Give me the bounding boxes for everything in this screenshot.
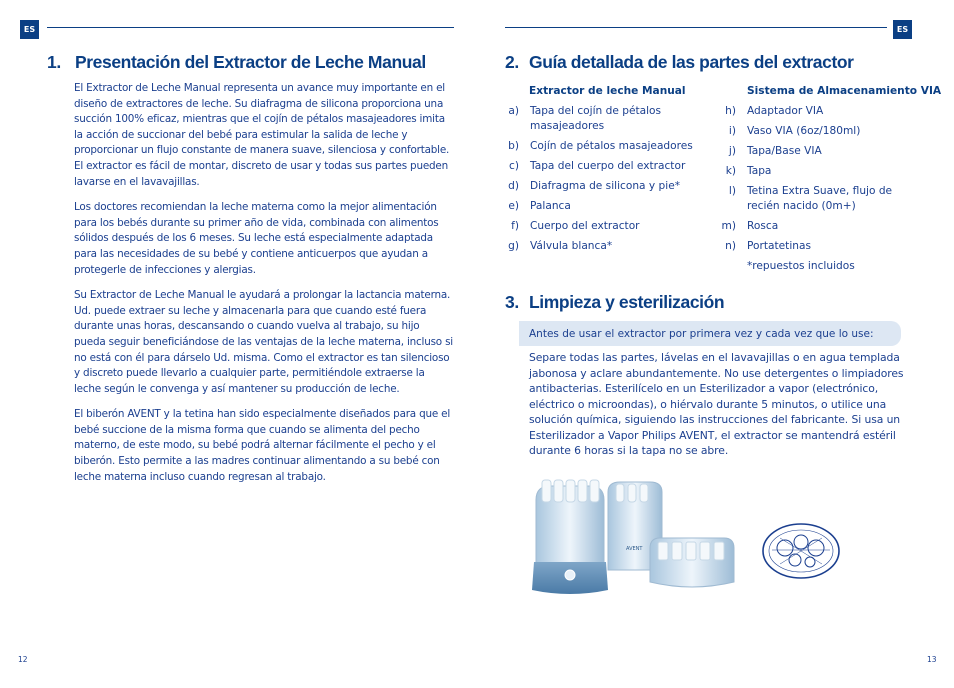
section-2-title-text: Guía detallada de las partes del extractor bbox=[529, 52, 854, 72]
item-text: Tapa/Base VIA bbox=[747, 145, 822, 157]
list-item bbox=[505, 219, 700, 234]
page-number-left: 12 bbox=[18, 655, 28, 664]
item-letter: m) bbox=[721, 220, 736, 232]
item-text: Válvula blanca* bbox=[530, 240, 613, 252]
item-text: Cojín de pétalos masajeadores bbox=[530, 140, 693, 152]
item-text: Portatetinas bbox=[747, 240, 811, 252]
item-letter: c) bbox=[509, 160, 519, 172]
brand-label: AVENT bbox=[626, 546, 643, 552]
list-item bbox=[723, 239, 912, 254]
item-letter: f) bbox=[511, 220, 519, 232]
item-letter: a) bbox=[508, 105, 519, 117]
intro-paragraph-1: El Extractor de Leche Manual representa un avance muy importante en el diseño de extractores de leche. Su diafragma de silicona proporciona una succión 100% eficaz, mientras que el cojín de pétalos masajeadores imita la acción de succionar del bebé para estimular la salida de leche y proporcionar un flujo constante de manera suave, silenciosa y confortable. El extractor es fácil de montar, discreto de usar y todas sus partes pueden lavarse en el lavavajillas. bbox=[74, 82, 450, 188]
list-item bbox=[723, 144, 912, 159]
list-item bbox=[723, 164, 912, 179]
list-item bbox=[505, 104, 700, 134]
language-badge-right: ES bbox=[893, 20, 912, 39]
section-3-title bbox=[505, 292, 724, 313]
item-letter: k) bbox=[725, 165, 736, 177]
dishwasher-basket-illustration bbox=[760, 520, 842, 582]
item-letter: l) bbox=[728, 185, 736, 197]
section-3-number: 3. bbox=[505, 292, 519, 312]
section-2-title bbox=[505, 52, 854, 73]
item-text: Vaso VIA (6oz/180ml) bbox=[747, 125, 861, 137]
list-item bbox=[505, 179, 700, 194]
item-letter: g) bbox=[508, 240, 519, 252]
language-badge-left: ES bbox=[20, 20, 39, 39]
page-number-right: 13 bbox=[927, 655, 937, 664]
intro-paragraph-4: El biberón AVENT y la tetina han sido especialmente diseñados para que el bebé succione de la misma forma que cuando se alimenta del pecho materno, de este modo, su bebé podrá alternar fácilmente el pecho y el biberón. Esto permite a las madres continuar alimentando a su bebé con leche materna incluso cuando regresan al trabajo. bbox=[74, 408, 451, 483]
list-item bbox=[723, 124, 912, 139]
item-letter: b) bbox=[508, 140, 519, 152]
sterilizer-photo bbox=[528, 470, 736, 598]
list-item bbox=[505, 139, 700, 154]
sterilizer-microwave bbox=[650, 538, 734, 587]
item-letter: h) bbox=[725, 105, 736, 117]
item-letter: n) bbox=[725, 240, 736, 252]
section-1-title bbox=[47, 52, 426, 73]
list-item bbox=[505, 239, 700, 254]
section-1-number: 1. bbox=[47, 52, 61, 72]
cleaning-callout: Antes de usar el extractor por primera vez y cada vez que lo use: bbox=[519, 321, 901, 346]
item-letter: i) bbox=[728, 125, 736, 137]
section-2-number: 2. bbox=[505, 52, 519, 72]
item-letter: e) bbox=[508, 200, 519, 212]
sterilizer-front bbox=[532, 480, 608, 594]
parts-list-left bbox=[505, 104, 700, 259]
list-item bbox=[723, 184, 912, 214]
list-item bbox=[505, 159, 700, 174]
list-item bbox=[723, 104, 912, 119]
item-text: Tetina Extra Suave, flujo de recién nacido (0m+) bbox=[747, 185, 893, 212]
parts-list-right bbox=[723, 104, 912, 279]
item-text: Cuerpo del extractor bbox=[530, 220, 640, 232]
intro-paragraph-3: Su Extractor de Leche Manual le ayudará a prolongar la lactancia materna. Ud. puede extraer su leche y almacenarla para que cuando esté fuera durante unas horas, descansando o cuando vuelva al trabajo, su hijo pueda seguir beneficiándose de las ventajas de la leche materna, incluso si no está con él para dárselo Ud. misma. Como el extractor es tan silencioso y discreto puede llevarlo a cualquier parte, permitiéndole extraerse la leche según le convenga y así mantener su producción de leche. bbox=[74, 289, 453, 395]
list-item bbox=[723, 219, 912, 234]
parts-footnote bbox=[723, 259, 912, 274]
section-1-title-text: Presentación del Extractor de Leche Manual bbox=[75, 52, 426, 72]
list-item bbox=[505, 199, 700, 214]
header-rule-right bbox=[505, 27, 887, 28]
item-text: Tapa del cuerpo del extractor bbox=[530, 160, 686, 172]
item-text: Tapa del cojín de pétalos masajeadores bbox=[530, 105, 662, 132]
footnote-text: *repuestos incluidos bbox=[747, 260, 855, 272]
item-letter: j) bbox=[728, 145, 736, 157]
item-text: Rosca bbox=[747, 220, 779, 232]
intro-paragraph-2: Los doctores recomiendan la leche materna como la mejor alimentación para los bebés durante su primer año de vida, combinada con alimentos sólidos después de los 6 meses. Su leche está especialmente adaptada para las necesidades de su bebé y contiene anticuerpos que ayudan a protegerle de infecciones y alergias. bbox=[74, 201, 439, 276]
item-text: Diafragma de silicona y pie* bbox=[530, 180, 681, 192]
cleaning-instructions: Separe todas las partes, lávelas en el lavavajillas o en agua templada jabonosa y aclare abundantemente. No use detergentes o limpiadores antibacterias. Esterilícelo en un Esterilizador a vapor (electrónico, eléctrico o microondas), o hiérvalo durante 5 minutos, o utilice una solución química, siguiendo las instrucciones del fabricante. Si usa un Esterilizador a Vapor Philips AVENT, el extractor se mantendrá estéril durante 6 horas si la tapa no se abre. bbox=[529, 351, 904, 457]
item-text: Adaptador VIA bbox=[747, 105, 824, 117]
header-rule-left bbox=[47, 27, 454, 28]
intro-text bbox=[74, 81, 454, 495]
item-letter: d) bbox=[508, 180, 519, 192]
parts-right-heading: Sistema de Almacenamiento VIA bbox=[747, 85, 942, 97]
section-3-title-text: Limpieza y esterilización bbox=[529, 292, 725, 312]
parts-left-heading: Extractor de leche Manual bbox=[529, 85, 686, 97]
item-text: Tapa bbox=[747, 165, 772, 177]
item-text: Palanca bbox=[530, 200, 571, 212]
